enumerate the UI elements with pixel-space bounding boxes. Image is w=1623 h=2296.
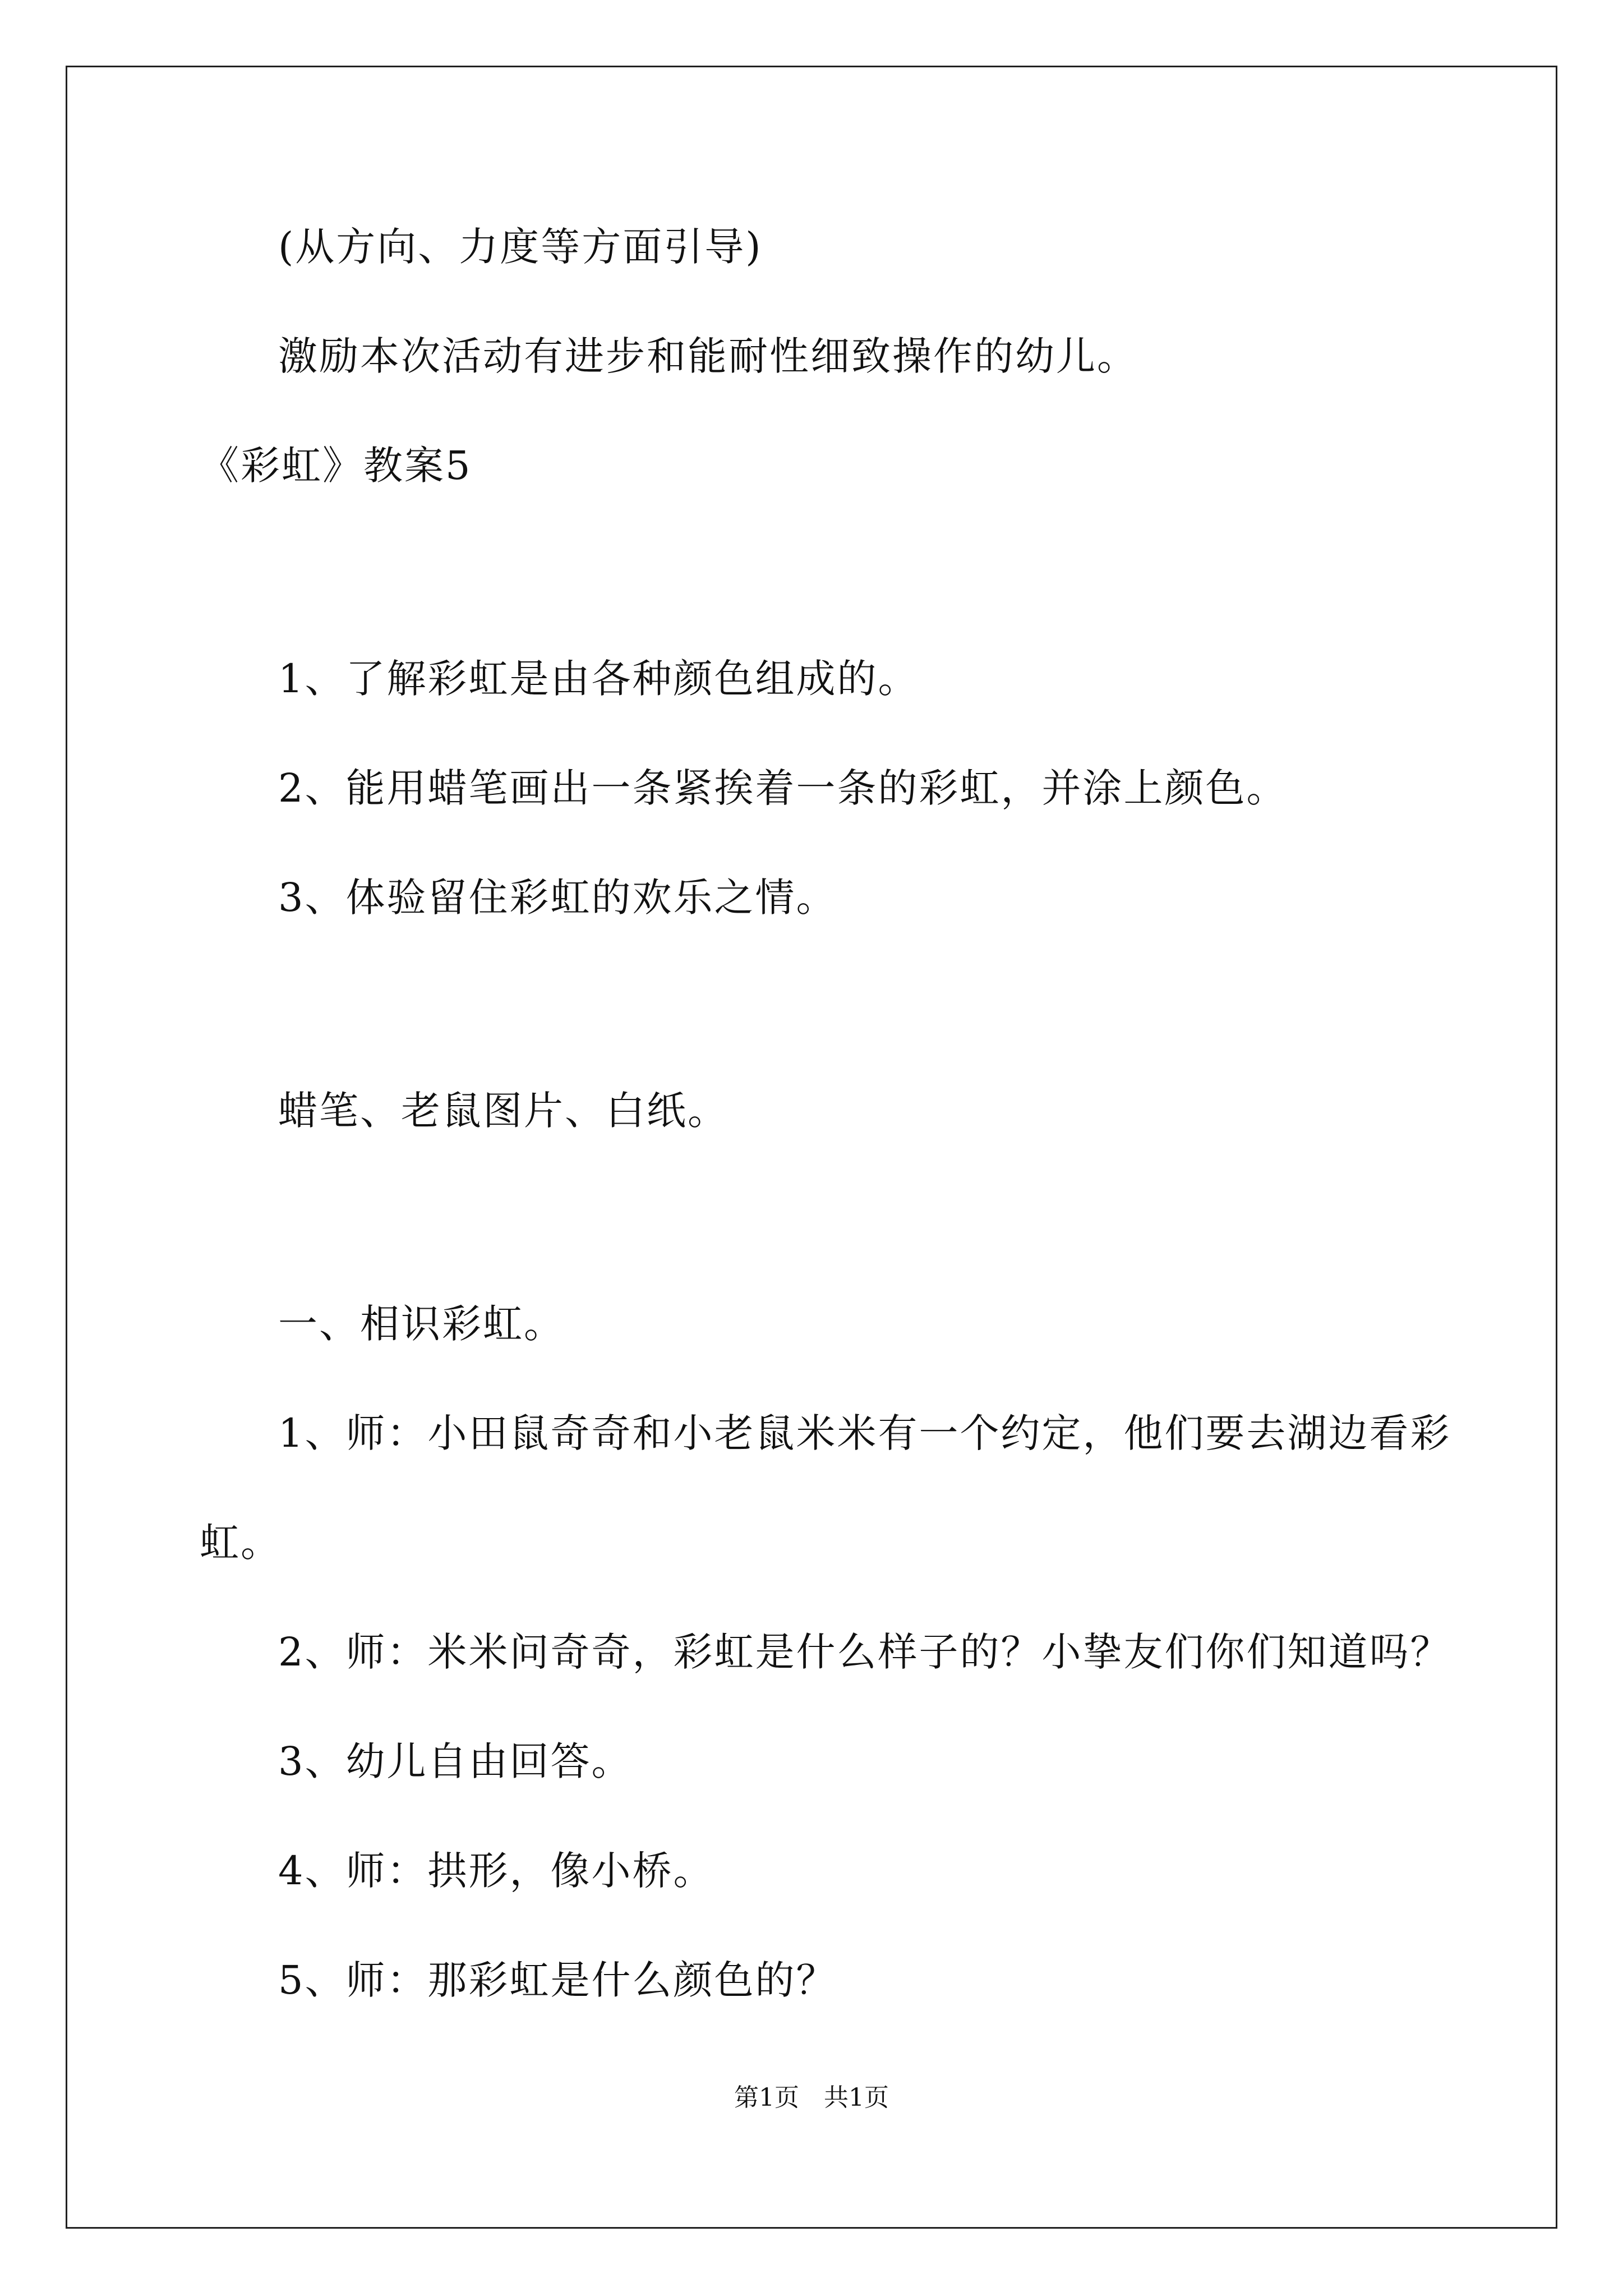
process-step-1: 1、师：小田鼠奇奇和小老鼠米米有一个约定，他们要去湖边看彩 [278, 1410, 1451, 1456]
process-step-5: 5、师：那彩虹是什么颜色的？ [278, 1957, 837, 2003]
goal-item-3: 3、体验留住彩虹的欢乐之情。 [278, 875, 837, 921]
section-heading: 《彩虹》教案5 [200, 443, 472, 489]
page-number-footer: 第1页 共1页 [734, 2083, 889, 2112]
process-step-1-continued: 虹。 [200, 1520, 282, 1566]
page-border [66, 66, 1557, 2229]
process-step-2: 2、师：米米问奇奇，彩虹是什么样子的？小挚友们你们知道吗？ [278, 1629, 1451, 1675]
paragraph-encourage: 激励本次活动有进步和能耐性细致操作的幼儿。 [278, 333, 1138, 379]
process-step-4: 4、师：拱形，像小桥。 [278, 1848, 714, 1894]
process-step-3: 3、幼儿自由回答。 [278, 1738, 633, 1784]
goal-item-2: 2、能用蜡笔画出一条紧挨着一条的彩虹，并涂上颜色。 [278, 765, 1288, 811]
process-heading: 一、相识彩虹。 [278, 1301, 565, 1347]
goal-item-1: 1、了解彩虹是由各种颜色组成的。 [278, 656, 919, 702]
paragraph-guidance-note: (从方向、力度等方面引导) [278, 224, 763, 270]
materials-line: 蜡笔、老鼠图片、白纸。 [278, 1088, 728, 1134]
